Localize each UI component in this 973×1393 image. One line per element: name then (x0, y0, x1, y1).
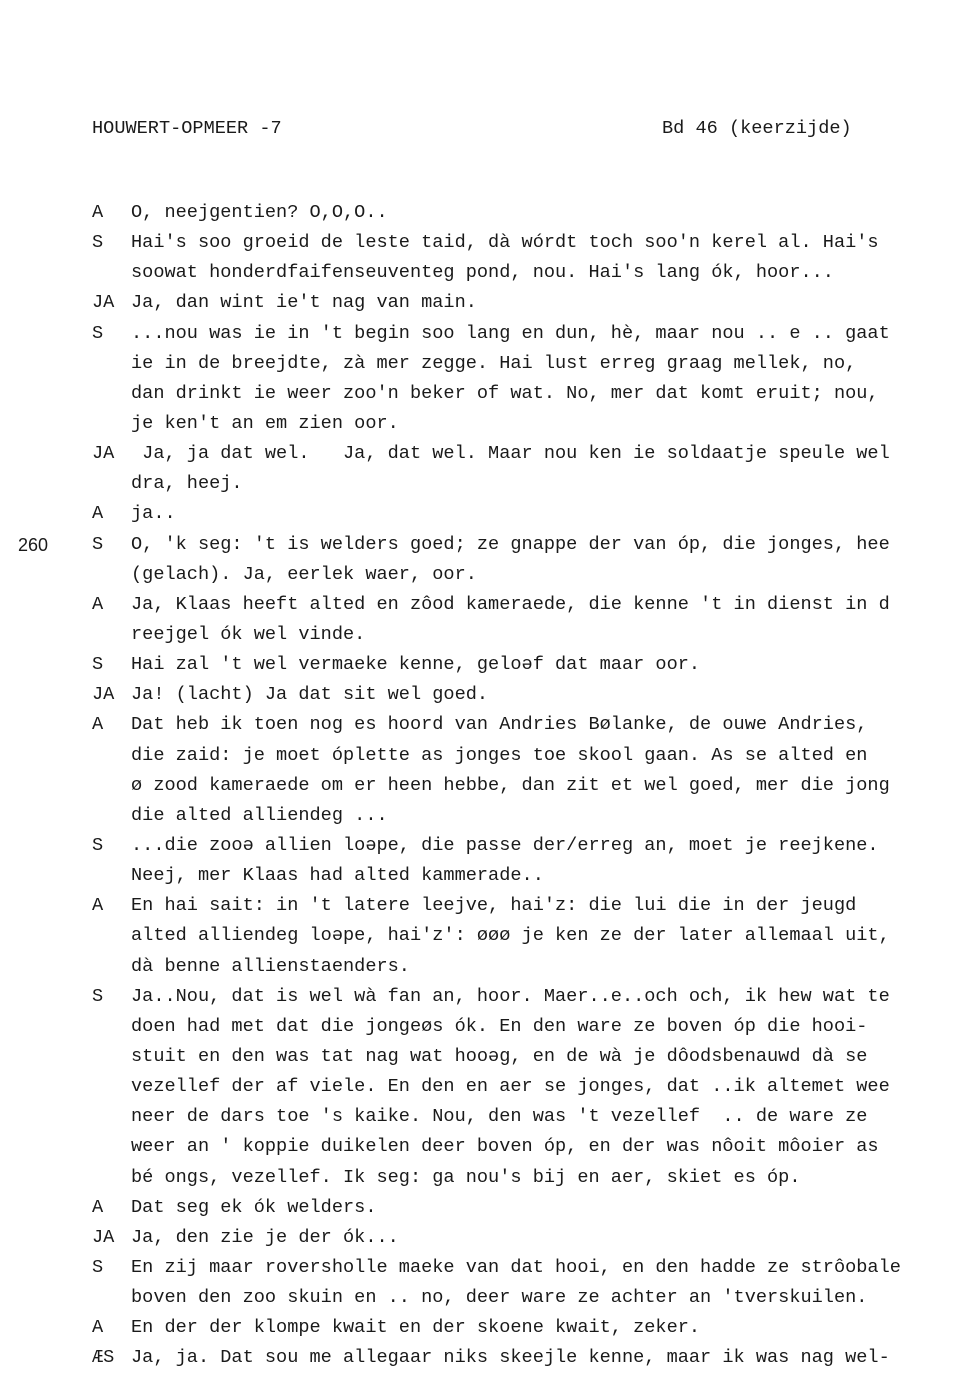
utterance-text: ja.. (131, 503, 176, 525)
transcript-line (0, 288, 973, 318)
transcript-line (0, 952, 973, 982)
transcript (0, 198, 973, 1373)
transcript-line (0, 1223, 973, 1253)
utterance-text: neer de dars toe 's kaike. Nou, den was 't vezellef .. de ware ze (131, 1106, 868, 1128)
transcript-line (0, 439, 973, 469)
transcript-line (0, 228, 973, 258)
utterance-text: En zij maar roversholle maeke van dat hooi, en den hadde ze strôobale (131, 1256, 901, 1278)
utterance-text: ie in de breejdte, zà mer zegge. Hai lust erreg graag mellek, no, (131, 352, 857, 374)
transcript-line (0, 771, 973, 801)
utterance-text: dra, heej. (131, 473, 243, 495)
speaker-label: A (92, 1317, 104, 1339)
speaker-label: A (92, 714, 104, 736)
utterance-text: Dat seg ek ók welders. (131, 1196, 377, 1218)
transcript-line (0, 1343, 973, 1373)
utterance-text: je ken't an em zien oor. (131, 412, 399, 434)
transcript-line (0, 650, 973, 680)
transcript-line (0, 1193, 973, 1223)
transcript-line (0, 409, 973, 439)
transcript-line (0, 1132, 973, 1162)
transcript-line (0, 1072, 973, 1102)
transcript-line (0, 530, 973, 560)
transcript-line (0, 861, 973, 891)
utterance-text: Ja..Nou, dat is wel wà fan an, hoor. Maer..e..och och, ik hew wat te (131, 985, 890, 1007)
transcript-line (0, 319, 973, 349)
document-header-right: Bd 46 (keerzijde) (662, 118, 852, 139)
utterance-text: (gelach). Ja, eerlek waer, oor. (131, 563, 477, 585)
utterance-text: boven den zoo skuin en .. no, deer ware ze achter an 'tverskuilen. (131, 1287, 868, 1309)
speaker-label: A (92, 1196, 104, 1218)
speaker-label: A (92, 503, 104, 525)
transcript-line (0, 982, 973, 1012)
utterance-text: Ja, dan wint ie't nag van main. (131, 292, 477, 314)
utterance-text: die alted alliendeg ... (131, 804, 388, 826)
transcript-line (0, 1313, 973, 1343)
utterance-text: alted alliendeg loəpe, hai'z': øøø je ken ze der later allemaal uit, (131, 925, 890, 947)
utterance-text: Neej, mer Klaas had alted kammerade.. (131, 865, 544, 887)
transcript-line (0, 741, 973, 771)
utterance-text: Ja, Klaas heeft alted en zôod kameraede, die kenne 't in dienst in d (131, 593, 890, 615)
transcript-line (0, 499, 973, 529)
speaker-label: A (92, 895, 104, 917)
speaker-label: ÆS (92, 1347, 115, 1369)
speaker-label: S (92, 232, 104, 254)
utterance-text: En hai sait: in 't latere leejve, hai'z: die lui die in der jeugd (131, 895, 857, 917)
utterance-text: Ja, den zie je der ók... (131, 1226, 399, 1248)
speaker-label: S (92, 322, 104, 344)
utterance-text: Ja, ja. Dat sou me allegaar niks skeejle kenne, maar ik was nag wel- (131, 1347, 890, 1369)
utterance-text: die zaid: je moet óplette as jonges toe skool gaan. As se alted en (131, 744, 868, 766)
utterance-text: dà benne allienstaenders. (131, 955, 410, 977)
speaker-label: S (92, 985, 104, 1007)
utterance-text: Hai zal 't wel vermaeke kenne, geloəf dat maar oor. (131, 654, 701, 676)
transcript-line (0, 590, 973, 620)
speaker-label: S (92, 533, 104, 555)
speaker-label: S (92, 1256, 104, 1278)
utterance-text: stuit en den was tat nag wat hooəg, en de wà je dôodsbenauwd dà se (131, 1045, 868, 1067)
speaker-label: JA (92, 684, 115, 706)
speaker-label: S (92, 834, 104, 856)
utterance-text: ø zood kameraede om er heen hebbe, dan zit et wel goed, mer die jong (131, 774, 890, 796)
transcript-line (0, 1012, 973, 1042)
utterance-text: dan drinkt ie weer zoo'n beker of wat. No, mer dat komt eruit; nou, (131, 382, 879, 404)
transcript-line (0, 198, 973, 228)
utterance-text: En der der klompe kwait en der skoene kwait, zeker. (131, 1317, 701, 1339)
utterance-text: reejgel ók wel vinde. (131, 623, 366, 645)
transcript-line (0, 1042, 973, 1072)
utterance-text: Ja! (lacht) Ja dat sit wel goed. (131, 684, 489, 706)
utterance-text: doen had met dat die jongeøs ók. En den ware ze boven óp die hooi- (131, 1015, 868, 1037)
speaker-label: S (92, 654, 104, 676)
transcript-line (0, 349, 973, 379)
transcript-line (0, 801, 973, 831)
document-header-left: HOUWERT-OPMEER -7 (92, 118, 282, 139)
utterance-text: Hai's soo groeid de leste taid, dà wórdt toch soo'n kerel al. Hai's (131, 232, 879, 254)
transcript-line (0, 921, 973, 951)
transcript-line (0, 1253, 973, 1283)
utterance-text: bé ongs, vezellef. Ik seg: ga nou's bij en aer, skiet es óp. (131, 1166, 801, 1188)
utterance-text: Dat heb ik toen nog es hoord van Andries Bølanke, de ouwe Andries, (131, 714, 868, 736)
utterance-text: vezellef der af viele. En den en aer se jonges, dat ..ik altemet wee (131, 1076, 890, 1098)
utterance-text: soowat honderdfaifenseuventeg pond, nou. Hai's lang ók, hoor... (131, 262, 834, 284)
utterance-text: O, 'k seg: 't is welders goed; ze gnappe der van óp, die jonges, hee (131, 533, 890, 555)
speaker-label: A (92, 593, 104, 615)
transcript-line (0, 1102, 973, 1132)
utterance-text: weer an ' koppie duikelen deer boven óp, en der was nôoit môoier as (131, 1136, 879, 1158)
transcript-line (0, 831, 973, 861)
transcript-line (0, 680, 973, 710)
transcript-line (0, 379, 973, 409)
transcript-line (0, 258, 973, 288)
speaker-label: A (92, 202, 104, 223)
utterance-text: ...die zooə allien loəpe, die passe der/erreg an, moet je reejkene. (131, 834, 879, 856)
line-number: 260 (18, 534, 49, 555)
transcript-line (0, 620, 973, 650)
transcript-line (0, 891, 973, 921)
transcript-line (0, 1163, 973, 1193)
transcript-line (0, 710, 973, 740)
transcript-line (0, 469, 973, 499)
speaker-label: JA (92, 1226, 115, 1248)
transcript-line (0, 1283, 973, 1313)
utterance-text: ...nou was ie in 't begin soo lang en dun, hè, maar nou .. e .. gaat (131, 322, 890, 344)
speaker-label: JA (92, 443, 115, 465)
utterance-text: O, neejgentien? O,O,O.. (131, 202, 388, 223)
transcript-line (0, 560, 973, 590)
utterance-text: Ja, ja dat wel. Ja, dat wel. Maar nou ken ie soldaatje speule wel (131, 443, 890, 465)
speaker-label: JA (92, 292, 115, 314)
